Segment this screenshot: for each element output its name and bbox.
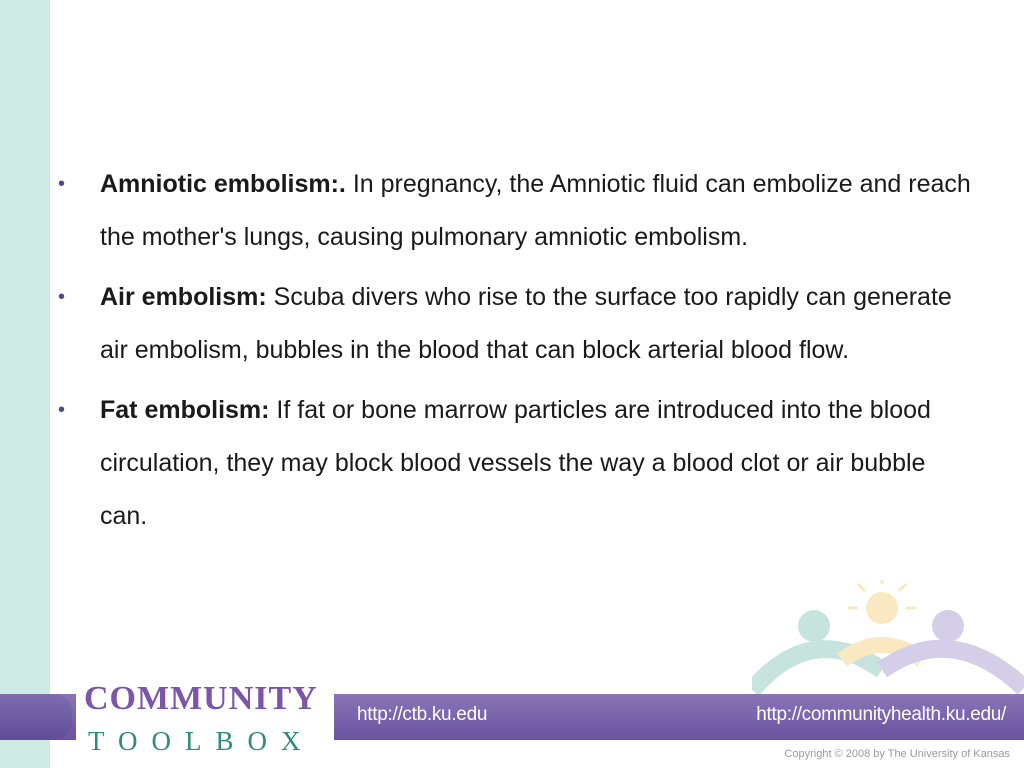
ctb-url-link[interactable]: http://ctb.ku.edu <box>357 704 488 725</box>
bullet-air-embolism <box>56 271 976 377</box>
bullet-icon: • <box>58 399 66 421</box>
logo-community-text: COMMUNITY <box>84 680 318 717</box>
slide-content <box>56 158 976 550</box>
bullet-amniotic-embolism <box>56 158 976 264</box>
bullet-icon: • <box>58 286 66 308</box>
bullet-fat-embolism <box>56 384 976 543</box>
people-sun-decoration-icon <box>752 580 1024 700</box>
logo-toolbox-text: TOOLBOX <box>88 726 315 756</box>
bullet-text: If fat or bone marrow particles are introduced into the blood circulation, they may block blood vessels the way a blood clot or air bubble can. <box>100 396 931 530</box>
footer-band-left-cap <box>0 694 72 740</box>
bullet-text: In pregnancy, the Amniotic fluid can embolize and reach the mother's lungs, causing pulmonary amniotic embolism. <box>100 170 971 251</box>
bullet-term: Fat embolism: <box>100 396 270 424</box>
communityhealth-url-link[interactable]: http://communityhealth.ku.edu/ <box>756 704 1006 725</box>
left-accent-stripe <box>0 0 50 768</box>
bullet-icon: • <box>58 173 66 195</box>
bullet-text: Scuba divers who rise to the surface too rapidly can generate air embolism, bubbles in the blood that can block arterial blood flow. <box>100 283 952 364</box>
bullet-term: Amniotic embolism:. <box>100 170 346 198</box>
copyright-text: Copyright © 2008 by The University of Kansas <box>784 748 1010 760</box>
bullet-term: Air embolism: <box>100 283 267 311</box>
